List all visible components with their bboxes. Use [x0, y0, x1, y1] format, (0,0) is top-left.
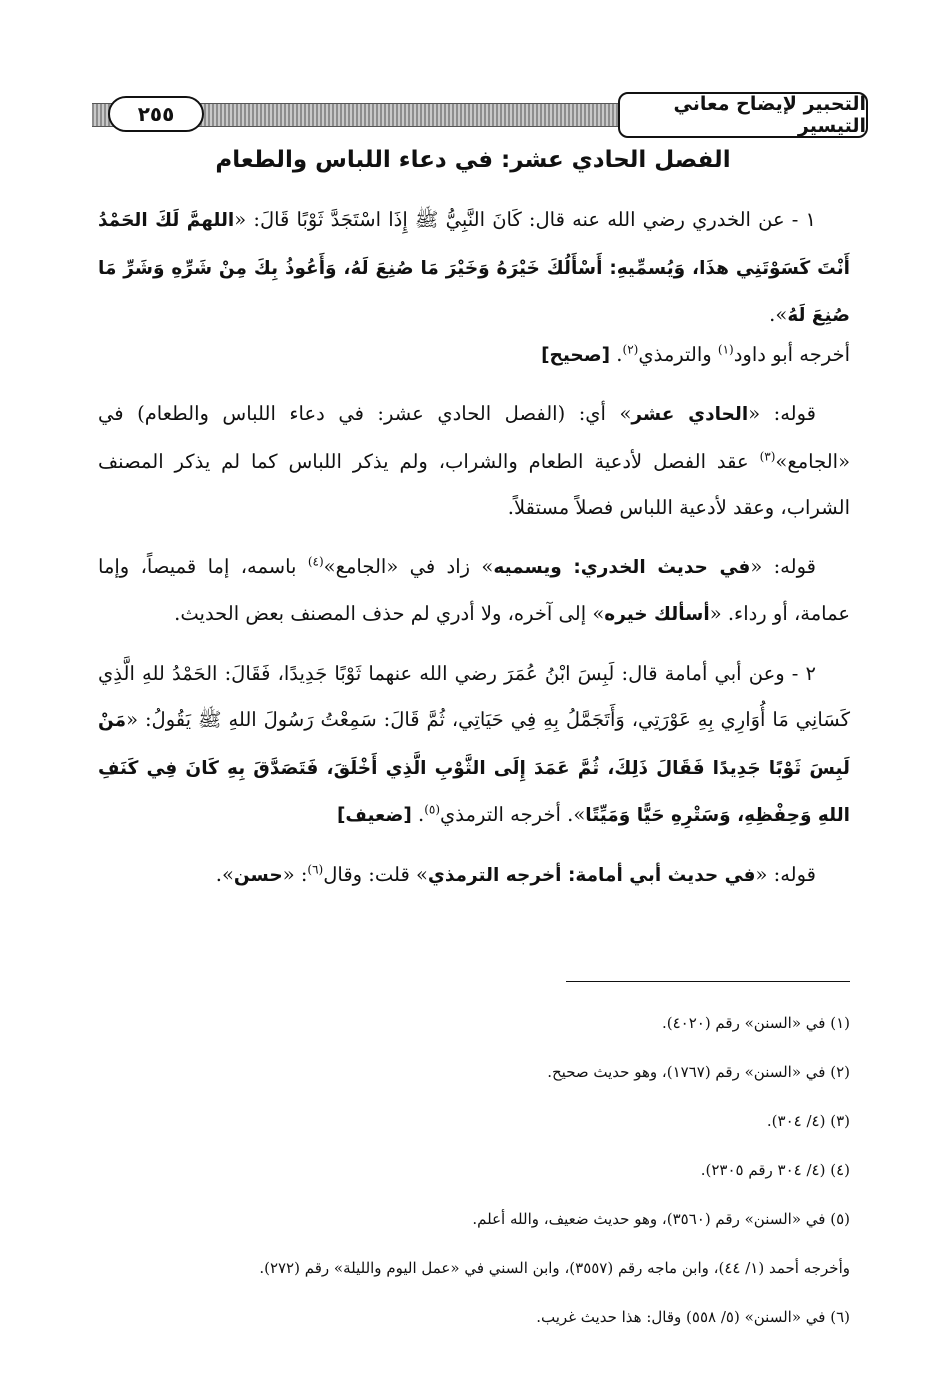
- takhrij-text: ». أخرجه الترمذي: [440, 803, 586, 826]
- commentary-text: باسمه، إما قميصاً، وإما عمامة، أو رداء. «: [98, 554, 850, 625]
- hadith-1-takhrij: [98, 332, 850, 380]
- grade-label: [ضعيف]: [336, 805, 412, 826]
- commentary-text: قوله: «: [755, 862, 816, 886]
- takhrij-text: .: [610, 342, 623, 366]
- commentary-2: [98, 544, 850, 639]
- hadith-2-intro: ٢ - وعن أبي أمامة قال: لَبِسَ ابْنُ عُمَرَ رضي الله عنهما ثَوْبًا جَدِيدًا، فَقَالَ: الحَمْدُ للهِ الَّذِي كَسَانِي مَا أُوَارِي بِهِ عَوْرَتِي، وَأَتَجَمَّلُ بِهِ فِي حَيَاتِي، ثُمَّ قَالَ: سَمِعْتُ رَسُولَ اللهِ ﷺ يَقُولُ: «: [98, 661, 850, 731]
- takhrij-text: والترمذي: [638, 342, 718, 366]
- commentary-quote: في حديث أبي أمامة: أخرجه الترمذي: [427, 864, 756, 886]
- takhrij-text: .: [411, 803, 425, 826]
- commentary-text: » زاد في «الجامع»: [323, 554, 494, 578]
- commentary-1: [98, 391, 850, 532]
- footnote-ref[interactable]: (٦): [307, 862, 324, 876]
- running-header: [92, 92, 868, 140]
- main-text: [98, 197, 850, 911]
- hadith-1-text: اللهمَّ لَكَ الحَمْدُ أَنْتَ كَسَوْتَنِي هذَا، وَيُسمِّيهِ: أَسْأَلُكَ خَيْرَهُ وَخَيْرَ مَا صُنِعَ لَهُ، وَأَعُوذُ بِكَ مِنْ شَرِّهِ وَشَرِّ مَا صُنِعَ لَهُ: [98, 210, 850, 326]
- footnote-1: (١) في «السنن» رقم (٤٠٢٠).: [661, 1014, 850, 1032]
- commentary-quote: أسألك خيره: [604, 604, 710, 625]
- page-number: ٢٥٥: [108, 96, 204, 132]
- commentary-quote: حسن: [233, 864, 283, 886]
- footnote-ref[interactable]: (٣): [759, 449, 776, 463]
- book-title: التحبير لإيضاح معاني التيسير: [618, 92, 868, 138]
- footnote-3: (٣) (٤/ ٣٠٤).: [766, 1112, 850, 1130]
- footnote-ref[interactable]: (١): [717, 342, 734, 356]
- hadith-2: [98, 651, 850, 840]
- footnote-4: (٤) (٤/ ٣٠٤ رقم ٢٣٠٥).: [700, 1161, 850, 1179]
- footnote-5-continued: وأخرجه أحمد (١/ ٤٤)، وابن ماجه رقم (٣٥٥٧)، وابن السني في «عمل اليوم والليلة» رقم (٢٧٢).: [259, 1259, 850, 1277]
- footnote-ref[interactable]: (٤): [307, 554, 324, 568]
- footnote-separator: [566, 981, 850, 982]
- footnote-5: (٥) في «السنن» رقم (٣٥٦٠)، وهو حديث ضعيف، والله أعلم.: [472, 1210, 850, 1228]
- hadith-1-intro: ١ - عن الخدري رضي الله عنه قال: كَانَ النَّبِيُّ ﷺ إِذَا اسْتَجَدَّ ثَوْبًا قَالَ: «: [234, 208, 816, 231]
- takhrij-text: أخرجه أبو داود: [733, 342, 850, 366]
- footnotes: [90, 1012, 850, 1355]
- commentary-quote: في حديث الخدري: ويسميه: [493, 556, 751, 578]
- commentary-text: عقد الفصل لأدعية الطعام والشراب، ولم يذكر اللباس كما لم يذكر المصنف الشراب، وعقد لأدعية اللباس فصلاً مستقلاً.: [98, 449, 850, 519]
- hadith-1-close: ».: [769, 303, 788, 326]
- commentary-text: » قلت: وقال: [323, 862, 428, 886]
- chapter-heading: الفصل الحادي عشر: في دعاء اللباس والطعام: [215, 147, 731, 173]
- commentary-text: » أي: (الفصل الحادي عشر: في دعاء اللباس والطعام) في «الجامع»: [98, 402, 850, 473]
- footnote-2: (٢) في «السنن» رقم (١٧٦٧)، وهو حديث صحيح.: [547, 1063, 850, 1081]
- hadith-1: [98, 197, 850, 340]
- commentary-text: قوله: «: [750, 554, 816, 578]
- footnote-6: (٦) في «السنن» (٥/ ٥٥٨) وقال: هذا حديث غريب.: [536, 1308, 850, 1326]
- commentary-text: قوله: «: [748, 402, 817, 425]
- footnote-ref[interactable]: (٢): [622, 342, 639, 356]
- footnote-ref[interactable]: (٥): [424, 802, 441, 817]
- hadith-2-text: مَنْ لَبِسَ ثَوْبًا جَدِيدًا فَقَالَ ذَلِكَ، ثُمَّ عَمَدَ إِلَى الثَّوْبِ الَّذِي أَخْلَقَ، فَتَصَدَّقَ بِهِ كَانَ فِي كَنَفِ اللهِ وَحِفْظِهِ، وَسَتْرِهِ حَيًّا وَمَيِّتًا: [98, 710, 850, 826]
- commentary-text: ».: [215, 862, 234, 886]
- commentary-text: » إلى آخره، ولا أدري لم حذف المصنف بعض الحديث.: [174, 602, 605, 625]
- commentary-3: [98, 852, 850, 900]
- commentary-text: : «: [282, 862, 308, 886]
- grade-label: [صحيح]: [541, 344, 611, 366]
- commentary-quote: الحادي عشر: [631, 404, 749, 425]
